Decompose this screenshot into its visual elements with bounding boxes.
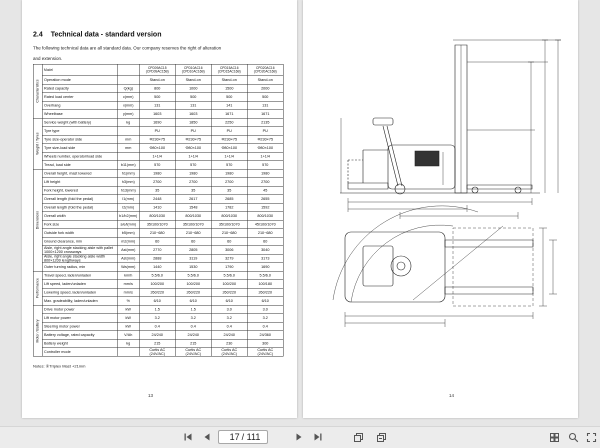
- row-value: 35: [211, 186, 247, 195]
- table-row: [33, 127, 283, 136]
- intro-paragraph: [33, 43, 286, 64]
- table-row: [33, 297, 283, 306]
- row-value: 1980: [175, 169, 211, 178]
- row-unit: mm: [117, 144, 139, 153]
- row-value: 0.4: [139, 322, 175, 331]
- row-label: Aisle, right angle stacking aisle width 800×1200 lengthways: [42, 254, 117, 263]
- row-value: CPD10AC16 (CPD10AC16B): [175, 64, 211, 76]
- table-row: [33, 144, 283, 153]
- row-unit: [117, 76, 139, 85]
- row-value: 60: [139, 237, 175, 246]
- row-value: 131: [247, 101, 283, 110]
- row-label: Tyre type: [42, 127, 117, 136]
- row-unit: y(mm): [117, 110, 139, 119]
- row-value: 260/220: [211, 288, 247, 297]
- row-value: 2448: [139, 195, 175, 204]
- section-heading: [33, 30, 161, 38]
- row-label: Battery weight: [42, 339, 117, 348]
- row-value: 100/200: [139, 280, 175, 289]
- table-row: [33, 203, 283, 212]
- table-row: [33, 254, 283, 263]
- category-cell: [33, 305, 42, 356]
- row-unit: Ast(mm): [117, 246, 139, 255]
- row-value: 6/10: [247, 297, 283, 306]
- row-value: 570: [211, 161, 247, 170]
- row-label: Rated capacity: [42, 84, 117, 93]
- row-label: Wheelbase: [42, 110, 117, 119]
- table-row: [33, 322, 283, 331]
- two-page-view-icon: [376, 432, 387, 443]
- row-value: 1671: [211, 110, 247, 119]
- table-row: [33, 246, 283, 255]
- row-value: Curtis AC (24V/AC): [175, 348, 211, 357]
- row-value: 6/10: [139, 297, 175, 306]
- row-value: 5.5/6.0: [211, 271, 247, 280]
- row-label: Fork height, lowered: [42, 186, 117, 195]
- row-unit: mm/s: [117, 288, 139, 297]
- row-value: PU: [211, 127, 247, 136]
- table-row: [33, 161, 283, 170]
- row-label: Overall length (fold the pedal): [42, 203, 117, 212]
- technical-data-table: [33, 64, 284, 357]
- row-value: 1+1/4: [211, 152, 247, 161]
- first-page-icon: [183, 432, 193, 442]
- row-label: Outside fork width: [42, 229, 117, 238]
- row-value: 1782: [211, 203, 247, 212]
- row-label: Battery voltage, rated capacity: [42, 331, 117, 340]
- row-value: CPD20AC16 (CPD20AC16B): [247, 64, 283, 76]
- row-unit: kg: [117, 118, 139, 127]
- row-value: 35/100/1070: [211, 220, 247, 229]
- row-unit: Wa(mm): [117, 263, 139, 272]
- row-label: Overall length (fold the pedal): [42, 195, 117, 204]
- row-value: 35: [175, 186, 211, 195]
- row-unit: l2(mm): [117, 203, 139, 212]
- row-label: Drive motor power: [42, 305, 117, 314]
- row-value: 2770: [139, 246, 175, 255]
- row-value: Φ80×100: [139, 144, 175, 153]
- row-value: 60: [247, 237, 283, 246]
- row-value: 3.0: [211, 305, 247, 314]
- table-row: [33, 64, 283, 76]
- table-row: [33, 186, 283, 195]
- row-value: 1592: [247, 203, 283, 212]
- row-label: Operation mode: [42, 76, 117, 85]
- row-value: 1530: [175, 263, 211, 272]
- row-unit: V/Ah: [117, 331, 139, 340]
- row-unit: c(mm): [117, 93, 139, 102]
- row-label: Controller mode: [42, 348, 117, 357]
- category-cell: [33, 169, 42, 271]
- category-cell: [33, 64, 42, 118]
- row-unit: [117, 127, 139, 136]
- viewer-toolbar: [0, 426, 600, 448]
- row-label: Overall height, mast lowered: [42, 169, 117, 178]
- category-label: Characteristics: [36, 79, 40, 103]
- table-row: [33, 263, 283, 272]
- row-value: 0.4: [247, 322, 283, 331]
- row-value: 570: [247, 161, 283, 170]
- row-unit: km/h: [117, 271, 139, 280]
- last-page-button[interactable]: [311, 430, 325, 444]
- row-unit: b11(mm): [117, 161, 139, 170]
- row-value: Φ230×75: [175, 135, 211, 144]
- row-value: 1+1/4: [175, 152, 211, 161]
- row-value: Φ230×75: [139, 135, 175, 144]
- row-value: 210~680: [211, 229, 247, 238]
- previous-page-button[interactable]: [200, 430, 214, 444]
- row-value: 210~680: [247, 229, 283, 238]
- row-unit: x(mm): [117, 101, 139, 110]
- row-value: 6/10: [211, 297, 247, 306]
- row-value: 1671: [247, 110, 283, 119]
- row-value: 1980: [211, 169, 247, 178]
- row-unit: kW: [117, 314, 139, 323]
- row-value: 0.4: [175, 322, 211, 331]
- last-page-icon: [313, 432, 323, 442]
- next-page-icon: [294, 432, 304, 442]
- row-value: 0.4: [211, 322, 247, 331]
- row-unit: [117, 64, 139, 76]
- row-value: 1440: [139, 263, 175, 272]
- row-unit: b1/b2(mm): [117, 212, 139, 221]
- table-row: [33, 305, 283, 314]
- table-notes: Notes: ①Triplex Mast +21mm: [33, 364, 86, 369]
- row-value: 3006: [211, 246, 247, 255]
- table-row: [33, 101, 283, 110]
- row-value: Stand-on: [211, 76, 247, 85]
- row-value: 1850: [175, 118, 211, 127]
- row-value: 35/100/1070: [175, 220, 211, 229]
- row-value: 2700: [175, 178, 211, 187]
- row-value: 2888: [139, 254, 175, 263]
- row-label: Outer turning radius, min: [42, 263, 117, 272]
- thumbnails-icon: [549, 432, 560, 443]
- row-value: 500: [247, 93, 283, 102]
- table-row: [33, 348, 283, 357]
- row-value: 230: [211, 339, 247, 348]
- row-value: 5.5/6.0: [139, 271, 175, 280]
- row-value: 3.0: [247, 305, 283, 314]
- row-unit: Q(kg): [117, 84, 139, 93]
- table-row: [33, 152, 283, 161]
- row-value: CPD15AC16 (CPD15AC16B): [211, 64, 247, 76]
- row-value: 300: [247, 339, 283, 348]
- row-value: 1.5: [175, 305, 211, 314]
- row-value: 500: [139, 93, 175, 102]
- row-value: 2135: [247, 118, 283, 127]
- row-value: 100/200: [175, 280, 211, 289]
- row-unit: b5(mm): [117, 229, 139, 238]
- table-row: [33, 195, 283, 204]
- previous-page-icon: [202, 432, 212, 442]
- row-value: 100/180: [247, 280, 283, 289]
- row-label: Ground clearance, min: [42, 237, 117, 246]
- row-value: 3.2: [175, 314, 211, 323]
- table-row: [33, 135, 283, 144]
- category-cell: [33, 271, 42, 305]
- intro-line: and extension.: [33, 56, 63, 61]
- row-unit: m2(mm): [117, 237, 139, 246]
- row-value: 5.5/6.0: [175, 271, 211, 280]
- next-page-button[interactable]: [292, 430, 306, 444]
- table-row: [33, 288, 283, 297]
- row-value: 45: [247, 186, 283, 195]
- row-value: 5.5/6.0: [247, 271, 283, 280]
- row-value: 3119: [175, 254, 211, 263]
- row-unit: mm: [117, 135, 139, 144]
- fullscreen-icon: [586, 432, 597, 443]
- row-label: Tyre size-operator side: [42, 135, 117, 144]
- row-unit: mm/s: [117, 280, 139, 289]
- single-page-view-button[interactable]: [351, 430, 365, 444]
- row-unit: [117, 152, 139, 161]
- row-unit: Ast(mm): [117, 254, 139, 263]
- single-page-view-icon: [353, 432, 364, 443]
- row-value: Stand-on: [175, 76, 211, 85]
- category-label: Performance: [35, 278, 40, 299]
- row-label: Model: [42, 64, 117, 76]
- page-total-label: / 111: [241, 432, 261, 442]
- row-label: Tread, load side: [42, 161, 117, 170]
- row-unit: kW: [117, 305, 139, 314]
- table-row: [33, 76, 283, 85]
- document-page-right: [303, 0, 578, 418]
- row-unit: kW: [117, 322, 139, 331]
- row-value: 210~680: [139, 229, 175, 238]
- row-value: 1690: [247, 263, 283, 272]
- row-value: 100/200: [211, 280, 247, 289]
- row-value: 141: [211, 101, 247, 110]
- row-label: Lift speed, laden/unladen: [42, 280, 117, 289]
- row-value: 1980: [139, 169, 175, 178]
- row-value: 570: [139, 161, 175, 170]
- row-value: Curtis AC (24V/AC): [139, 348, 175, 357]
- row-value: 6/10: [175, 297, 211, 306]
- page-number: 13: [148, 393, 154, 398]
- row-value: Φ230×75: [211, 135, 247, 144]
- table-row: [33, 271, 283, 280]
- row-value: 500: [175, 93, 211, 102]
- row-value: 800/1030: [175, 212, 211, 221]
- table-row: [33, 237, 283, 246]
- row-label: Wheels number, operator/load side: [42, 152, 117, 161]
- table-row: [33, 169, 283, 178]
- row-label: Rated load center: [42, 93, 117, 102]
- row-value: 3173: [247, 254, 283, 263]
- row-label: Max. gradeability, laden/unladen: [42, 297, 117, 306]
- page-number: 14: [449, 393, 455, 398]
- row-value: CPD09AC15 (CPD09AC15B): [139, 64, 175, 76]
- row-value: Curtis AC (24V/AC): [247, 348, 283, 357]
- row-value: 3.2: [247, 314, 283, 323]
- row-unit: h1(mm): [117, 169, 139, 178]
- table-row: [33, 212, 283, 221]
- row-label: Steering motor power: [42, 322, 117, 331]
- row-value: 1790: [211, 263, 247, 272]
- table-row: [33, 93, 283, 102]
- row-value: 35: [139, 186, 175, 195]
- two-page-view-button[interactable]: [374, 430, 388, 444]
- row-label: Fork size: [42, 220, 117, 229]
- table-row: [33, 84, 283, 93]
- row-value: 2700: [247, 178, 283, 187]
- row-value: 1.5: [139, 305, 175, 314]
- table-row: [33, 178, 283, 187]
- row-value: 2700: [139, 178, 175, 187]
- thumbnails-button[interactable]: [547, 430, 561, 444]
- table-row: [33, 314, 283, 323]
- row-value: 800/1030: [139, 212, 175, 221]
- row-value: Φ230×75: [247, 135, 283, 144]
- table-row: [33, 339, 283, 348]
- row-value: 3279: [211, 254, 247, 263]
- row-value: 2700: [211, 178, 247, 187]
- row-unit: kg: [117, 339, 139, 348]
- row-value: 800/1030: [211, 212, 247, 221]
- row-value: PU: [175, 127, 211, 136]
- row-unit: s/e/l(mm): [117, 220, 139, 229]
- current-page-input[interactable]: [226, 432, 240, 442]
- table-row: [33, 280, 283, 289]
- search-button[interactable]: [566, 430, 580, 444]
- row-value: 60: [175, 237, 211, 246]
- row-value: 215: [175, 339, 211, 348]
- row-value: 1+1/4: [139, 152, 175, 161]
- row-value: 2685: [211, 195, 247, 204]
- fullscreen-button[interactable]: [584, 430, 598, 444]
- row-value: 131: [139, 101, 175, 110]
- row-value: 800/1030: [247, 212, 283, 221]
- row-value: 260/220: [247, 288, 283, 297]
- row-value: 1603: [175, 110, 211, 119]
- row-value: 24/360: [247, 331, 283, 340]
- row-label: Tyre size-load side: [42, 144, 117, 153]
- row-value: 570: [175, 161, 211, 170]
- row-value: Curtis AC (24V/AC): [211, 348, 247, 357]
- row-unit: %: [117, 297, 139, 306]
- category-cell: [33, 118, 42, 169]
- table-row: [33, 220, 283, 229]
- page-number-field[interactable]: [218, 430, 268, 444]
- row-value: 800: [139, 84, 175, 93]
- row-value: Stand-on: [247, 76, 283, 85]
- row-label: Lift height: [42, 178, 117, 187]
- row-value: 215: [139, 339, 175, 348]
- row-value: 2250: [211, 118, 247, 127]
- row-unit: h3(mm): [117, 178, 139, 187]
- row-value: 3.2: [139, 314, 175, 323]
- row-value: 1548: [175, 203, 211, 212]
- row-value: 24/240: [139, 331, 175, 340]
- row-value: 1410: [139, 203, 175, 212]
- row-value: PU: [247, 127, 283, 136]
- row-value: 45/100/1070: [247, 220, 283, 229]
- row-unit: h13(mm): [117, 186, 139, 195]
- section-title: Technical data - standard version: [50, 30, 162, 38]
- row-value: 131: [175, 101, 211, 110]
- row-unit: l1(mm): [117, 195, 139, 204]
- row-value: 210~680: [175, 229, 211, 238]
- row-label: Service weight (with battery): [42, 118, 117, 127]
- row-unit: [117, 348, 139, 357]
- search-icon: [568, 432, 579, 443]
- first-page-button[interactable]: [181, 430, 195, 444]
- row-value: 1+1/4: [247, 152, 283, 161]
- row-value: 1690: [139, 118, 175, 127]
- document-page-left: [22, 0, 297, 418]
- row-value: 2617: [175, 195, 211, 204]
- table-row: [33, 229, 283, 238]
- row-value: Stand-on: [139, 76, 175, 85]
- row-value: Φ80×100: [175, 144, 211, 153]
- row-label: Overhang: [42, 101, 117, 110]
- row-label: Lift motor power: [42, 314, 117, 323]
- row-value: 1500: [211, 84, 247, 93]
- row-value: 24/240: [175, 331, 211, 340]
- section-number: 2.4: [33, 30, 43, 38]
- row-label: Travel speed, laden/unladen: [42, 271, 117, 280]
- row-label: Lowering speed, laden/unladen: [42, 288, 117, 297]
- table-row: [33, 110, 283, 119]
- row-label: Aisle, right angle stacking aisle with pallet 1000×1200 crossways: [42, 246, 117, 255]
- category-label: Dimensions: [35, 211, 40, 230]
- row-value: Φ80×100: [247, 144, 283, 153]
- row-value: 24/240: [211, 331, 247, 340]
- table-row: [33, 118, 283, 127]
- intro-line: The following technical data are all standard data. Our company reserves the right of alteration: [33, 45, 222, 51]
- row-label: Overall width: [42, 212, 117, 221]
- row-value: 35/100/1070: [139, 220, 175, 229]
- row-value: PU: [139, 127, 175, 136]
- row-value: 1000: [175, 84, 211, 93]
- row-value: 1980: [247, 169, 283, 178]
- row-value: 3.2: [211, 314, 247, 323]
- category-label: Motor / Battery: [35, 319, 40, 343]
- row-value: Φ80×100: [211, 144, 247, 153]
- row-value: 60: [211, 237, 247, 246]
- row-value: 2655: [247, 195, 283, 204]
- row-value: 1603: [139, 110, 175, 119]
- row-value: 260/220: [175, 288, 211, 297]
- category-label: Weight / Tyres: [35, 132, 40, 155]
- row-value: 500: [211, 93, 247, 102]
- row-value: 260/220: [139, 288, 175, 297]
- table-row: [33, 331, 283, 340]
- row-value: 2000: [247, 84, 283, 93]
- row-value: 2805: [175, 246, 211, 255]
- row-value: 3040: [247, 246, 283, 255]
